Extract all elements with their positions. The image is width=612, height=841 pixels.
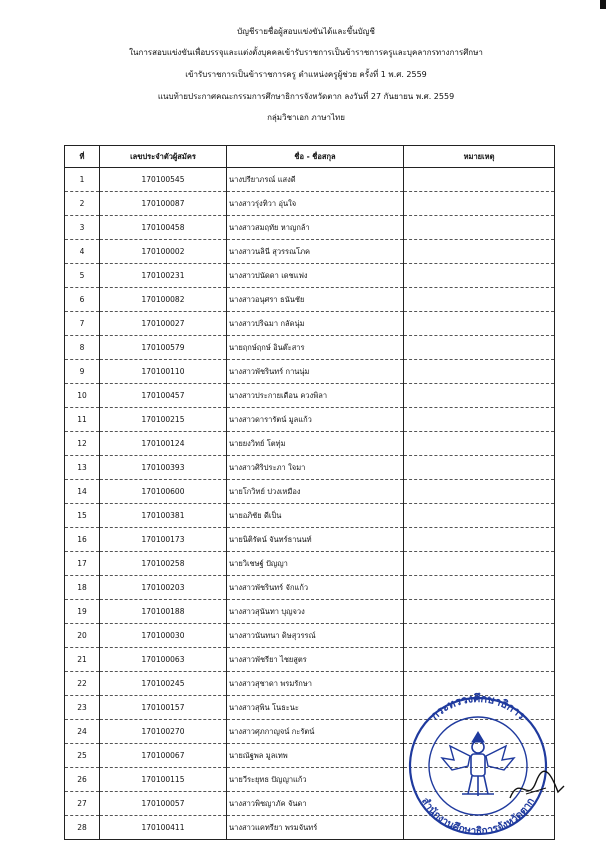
remarks — [404, 480, 555, 504]
applicant-id: 170100458 — [100, 216, 227, 240]
row-number: 11 — [65, 408, 100, 432]
header-subject-group: กลุ่มวิชาเอก ภาษาไทย — [267, 113, 345, 122]
candidate-name: นางสาวพัชรินทร์ จักแก้ว — [227, 576, 404, 600]
candidate-name: นางสาวพัชรินทร์ กานนุ่ม — [227, 360, 404, 384]
seal-top-text: กระทรวงศึกษาธิการ — [428, 691, 528, 723]
row-number: 20 — [65, 624, 100, 648]
row-number: 1 — [65, 168, 100, 192]
candidate-name: นางปรียาภรณ์ แสงดี — [227, 168, 404, 192]
applicant-id: 170100258 — [100, 552, 227, 576]
column-header-number: ที่ — [65, 146, 100, 168]
row-number: 18 — [65, 576, 100, 600]
applicant-id: 170100115 — [100, 768, 227, 792]
candidate-name: นางสาวศุภกาญจน์ กะรัตน์ — [227, 720, 404, 744]
row-number: 8 — [65, 336, 100, 360]
candidate-name: นางสาวปนัดดา เดชแฟง — [227, 264, 404, 288]
remarks — [404, 360, 555, 384]
row-number: 13 — [65, 456, 100, 480]
row-number: 3 — [65, 216, 100, 240]
row-number: 9 — [65, 360, 100, 384]
applicant-id: 170100545 — [100, 168, 227, 192]
table-row — [65, 264, 555, 288]
garuda-emblem — [442, 732, 514, 796]
row-number: 16 — [65, 528, 100, 552]
header-exam-description: ในการสอบแข่งขันเพื่อบรรจุและแต่งตั้งบุคคลเข้ารับราชการเป็นข้าราชการครูและบุคลากรทางการศึกษา — [129, 48, 483, 57]
remarks — [404, 264, 555, 288]
applicant-id: 170100203 — [100, 576, 227, 600]
row-number: 19 — [65, 600, 100, 624]
row-number: 2 — [65, 192, 100, 216]
row-number: 22 — [65, 672, 100, 696]
remarks — [404, 624, 555, 648]
applicant-id: 170100030 — [100, 624, 227, 648]
candidate-name: นายนิติรัตน์ จันทร์ธานนท์ — [227, 528, 404, 552]
remarks — [404, 552, 555, 576]
remarks — [404, 216, 555, 240]
remarks — [404, 504, 555, 528]
row-number: 12 — [65, 432, 100, 456]
applicant-id: 170100600 — [100, 480, 227, 504]
candidate-name: นายณัฐพล มูลเทพ — [227, 744, 404, 768]
table-row — [65, 600, 555, 624]
applicant-id: 170100457 — [100, 384, 227, 408]
table-row — [65, 288, 555, 312]
candidate-name: นายฤกษ์ฤกษ์ อินต๊ะสาร — [227, 336, 404, 360]
row-number: 14 — [65, 480, 100, 504]
applicant-id: 170100215 — [100, 408, 227, 432]
applicant-id: 170100188 — [100, 600, 227, 624]
applicant-id: 170100063 — [100, 648, 227, 672]
table-row — [65, 528, 555, 552]
candidate-name: นางสาวนลินี สุวรรณโภค — [227, 240, 404, 264]
table-header-row — [65, 146, 555, 168]
candidate-name: นางสาวศิริประภา ใจมา — [227, 456, 404, 480]
applicant-id: 170100173 — [100, 528, 227, 552]
candidate-name: นางสาวรุ่งทิวา อุ่นใจ — [227, 192, 404, 216]
row-number: 15 — [65, 504, 100, 528]
table-row — [65, 360, 555, 384]
remarks — [404, 648, 555, 672]
official-signature — [506, 768, 566, 808]
page-corner-mark — [600, 0, 606, 9]
applicant-id: 170100027 — [100, 312, 227, 336]
remarks — [404, 336, 555, 360]
applicant-id: 170100110 — [100, 360, 227, 384]
remarks — [404, 576, 555, 600]
candidate-name: นางสาวดารารัตน์ มูลแก้ว — [227, 408, 404, 432]
column-header-remarks: หมายเหตุ — [404, 146, 555, 168]
remarks — [404, 600, 555, 624]
table-row — [65, 336, 555, 360]
remarks — [404, 528, 555, 552]
candidate-name: นางสาวประกายเดือน ควงพิลา — [227, 384, 404, 408]
row-number: 10 — [65, 384, 100, 408]
remarks — [404, 312, 555, 336]
applicant-id: 170100381 — [100, 504, 227, 528]
applicant-id: 170100082 — [100, 288, 227, 312]
candidate-name: นางสาวสุนันทา บุญจวง — [227, 600, 404, 624]
candidate-name: นายวิเชษฐ์ ปัญญา — [227, 552, 404, 576]
table-row — [65, 576, 555, 600]
applicant-id: 170100157 — [100, 696, 227, 720]
candidate-name: นางสาวพัชรียา ไชยสูตร — [227, 648, 404, 672]
row-number: 27 — [65, 792, 100, 816]
candidate-name: นางสาวพิชญาภัค จันดา — [227, 792, 404, 816]
candidate-name: นางสาวสุพิน โนธะนะ — [227, 696, 404, 720]
candidate-name: นายวีระยุทธ ปัญญาแก้ว — [227, 768, 404, 792]
applicant-id: 170100067 — [100, 744, 227, 768]
remarks — [404, 384, 555, 408]
applicant-id: 170100245 — [100, 672, 227, 696]
table-row — [65, 408, 555, 432]
header-position: เข้ารับราชการเป็นข้าราชการครู ตำแหน่งครูผู้ช่วย ครั้งที่ 1 พ.ศ. 2559 — [185, 70, 427, 79]
applicant-id: 170100411 — [100, 816, 227, 840]
candidate-name: นายอภิชัย ดีเป็น — [227, 504, 404, 528]
row-number: 7 — [65, 312, 100, 336]
table-row — [65, 312, 555, 336]
table-row — [65, 456, 555, 480]
table-row — [65, 216, 555, 240]
candidate-name: นางสาวสมฤทัย หาญกล้า — [227, 216, 404, 240]
candidate-name: นางสาวแคทรียา พรมจันทร์ — [227, 816, 404, 840]
candidate-name: นางสาวอนุศรา ธนันชัย — [227, 288, 404, 312]
applicant-id: 170100270 — [100, 720, 227, 744]
applicant-id: 170100002 — [100, 240, 227, 264]
table-row — [65, 480, 555, 504]
remarks — [404, 432, 555, 456]
row-number: 17 — [65, 552, 100, 576]
table-row — [65, 504, 555, 528]
row-number: 21 — [65, 648, 100, 672]
seal-bottom-text: สำนักงานศึกษาธิการจังหวัดตาก — [418, 796, 537, 838]
row-number: 26 — [65, 768, 100, 792]
remarks — [404, 240, 555, 264]
remarks — [404, 192, 555, 216]
candidate-name: นางสาวนันทนา ดิษสุวรรณ์ — [227, 624, 404, 648]
applicant-id: 170100393 — [100, 456, 227, 480]
table-row — [65, 552, 555, 576]
candidate-name: นายโกวิทย์ ปวงเหมือง — [227, 480, 404, 504]
applicant-id: 170100057 — [100, 792, 227, 816]
applicant-id: 170100124 — [100, 432, 227, 456]
table-row — [65, 624, 555, 648]
row-number: 6 — [65, 288, 100, 312]
column-header-full-name: ชื่อ - ชื่อสกุล — [227, 146, 404, 168]
table-row — [65, 432, 555, 456]
applicant-id: 170100231 — [100, 264, 227, 288]
header-title: บัญชีรายชื่อผู้สอบแข่งขันได้และขึ้นบัญชี — [237, 27, 375, 36]
table-row — [65, 384, 555, 408]
row-number: 28 — [65, 816, 100, 840]
candidate-name: นางสาวปริฉมา กลัดนุ่ม — [227, 312, 404, 336]
table-row — [65, 240, 555, 264]
candidate-name: นายยงวิทย์ โตทุ่ม — [227, 432, 404, 456]
row-number: 4 — [65, 240, 100, 264]
table-row — [65, 648, 555, 672]
ministry-seal — [398, 690, 558, 840]
column-header-applicant-id: เลขประจำตัวผู้สมัคร — [100, 146, 227, 168]
table-row — [65, 192, 555, 216]
applicant-id: 170100579 — [100, 336, 227, 360]
row-number: 23 — [65, 696, 100, 720]
remarks — [404, 288, 555, 312]
header-announcement: แนบท้ายประกาศคณะกรรมการศึกษาธิการจังหวัดตาก ลงวันที่ 27 กันยายน พ.ศ. 2559 — [157, 92, 455, 101]
remarks — [404, 456, 555, 480]
row-number: 5 — [65, 264, 100, 288]
row-number: 24 — [65, 720, 100, 744]
remarks — [404, 168, 555, 192]
row-number: 25 — [65, 744, 100, 768]
table-row — [65, 168, 555, 192]
applicant-id: 170100087 — [100, 192, 227, 216]
candidate-name: นางสาวสุชาดา พรมรักษา — [227, 672, 404, 696]
remarks — [404, 408, 555, 432]
